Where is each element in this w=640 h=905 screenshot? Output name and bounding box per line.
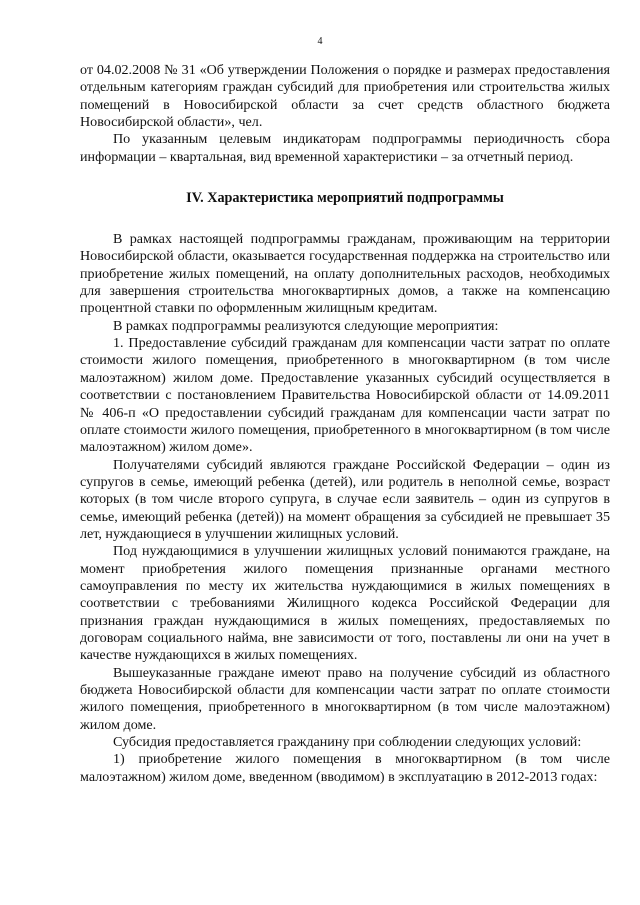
document-body [80, 62, 610, 786]
paragraph-condition-1: 1) приобретение жилого помещения в многоквартирном (в том числе малоэтажном) жилом доме, введенном (вводимом) в эксплуатацию в 2012-2013 годах: [80, 751, 610, 785]
paragraph-measure-1: 1. Предоставление субсидий гражданам для компенсации части затрат по оплате стоимости жилого помещения, приобретенного в многоквартирном (в том числе малоэтажном) жилом доме. Предоставление указанных субсидий осуществляется в соответствии с постановлением Правительства Новосибирской области от 14.09.2011 № 406-п «О предоставлении субсидий гражданам для компенсации части затрат по оплате стоимости жилого помещения, приобретенного в многоквартирном (в том числе малоэтажном) жилом доме». [80, 335, 610, 456]
paragraph-support-overview: В рамках настоящей подпрограммы гражданам, проживающим на территории Новосибирской области, оказывается государственная поддержка на строительство или приобретение жилых помещений, на оплату дополнительных расходов, необходимых для завершения строительства многоквартирных домов, а также на компенсацию процентной ставки по оформленным жилищным кредитам. [80, 231, 610, 317]
section-heading: IV. Характеристика мероприятий подпрограммы [186, 190, 504, 207]
page-number: 4 [317, 36, 323, 47]
paragraph-needy-definition: Под нуждающимися в улучшении жилищных условий понимаются граждане, на момент приобретения жилого помещения признанные органами местного самоуправления по месту их жительства нуждающимися в жилых помещениях в соответствии с требованиями Жилищного кодекса Российской Федерации для признания граждан нуждающимися в жилых помещениях, предоставляемых по договорам социального найма, вне зависимости от того, поставлены ли они на учет в качестве нуждающихся в жилых помещениях. [80, 543, 610, 664]
paragraph-indicators-periodicity: По указанным целевым индикаторам подпрограммы периодичность сбора информации – квартальная, вид временной характеристики – за отчетный период. [80, 131, 610, 165]
paragraph-conditions-intro: Субсидия предоставляется гражданину при соблюдении следующих условий: [113, 734, 582, 751]
paragraph-eligibility: Вышеуказанные граждане имеют право на получение субсидий из областного бюджета Новосибирской области для компенсации части затрат по оплате стоимости жилого помещения, приобретенного в многоквартирном (в том числе малоэтажном) жилом доме. [80, 664, 610, 733]
paragraph-resolution-reference: от 04.02.2008 № 31 «Об утверждении Положения о порядке и размерах предоставления отдельным категориям граждан субсидий для приобретения или строительства жилых помещений в Новосибирской области за счет средств областного бюджета Новосибирской области», чел. [80, 62, 610, 131]
paragraph-measures-intro: В рамках подпрограммы реализуются следующие мероприятия: [113, 317, 499, 334]
paragraph-recipients: Получателями субсидий являются граждане Российской Федерации – один из супругов в семье, имеющий ребенка (детей), или родитель в неполной семье, возраст которых (в том числе второго супруга, в случае если заявитель – один из супругов в семье, имеющий ребенка (детей)) на момент обращения за субсидией не превышает 35 лет, нуждающиеся в улучшении жилищных условий. [80, 456, 610, 542]
